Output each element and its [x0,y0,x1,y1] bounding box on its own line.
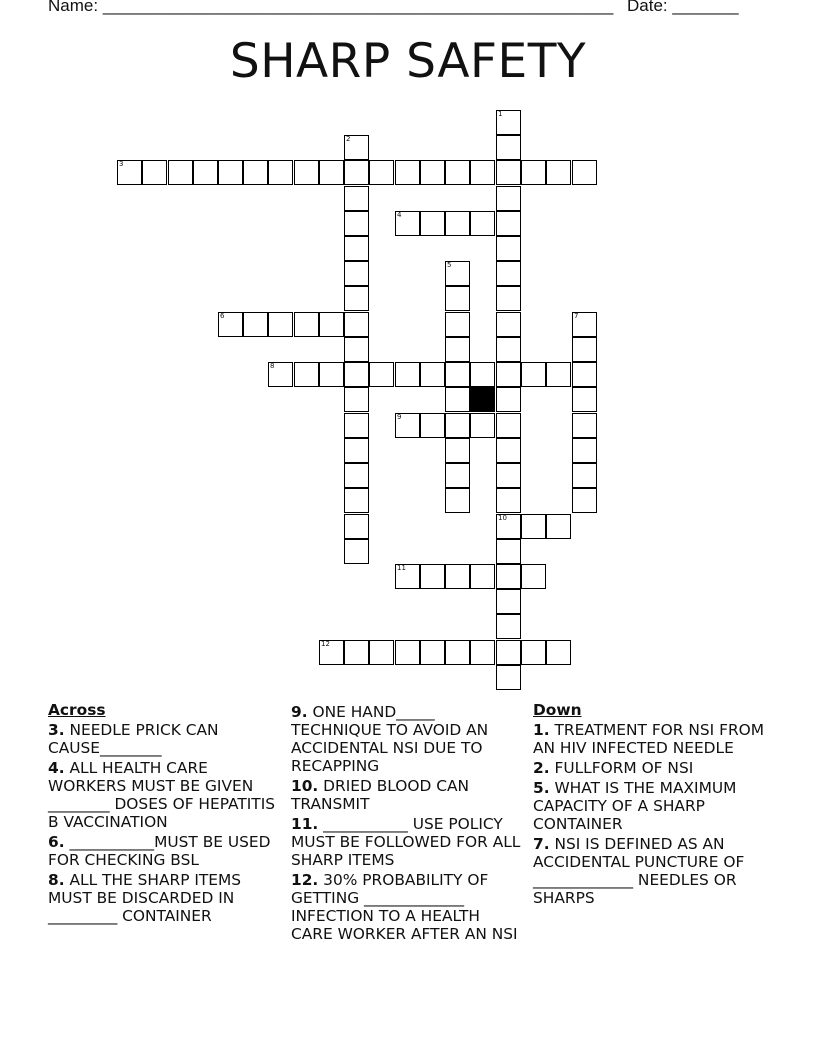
clue-number: 5. [533,779,550,797]
grid-cell[interactable] [496,312,521,337]
grid-cell[interactable] [445,286,470,311]
grid-cell[interactable] [470,564,495,589]
grid-cell[interactable] [445,160,470,185]
grid-cell[interactable] [496,514,521,539]
clue-across-11 [291,815,523,869]
grid-cell[interactable] [344,236,369,261]
grid-cell[interactable] [521,564,546,589]
grid-cell[interactable] [243,160,268,185]
grid-cell[interactable] [344,438,369,463]
clue-number: 3. [48,721,65,739]
grid-cell[interactable] [572,362,597,387]
grid-cell[interactable] [344,135,369,160]
grid-cell[interactable] [521,160,546,185]
clue-across-12 [291,871,523,943]
page-title: SHARP SAFETY [229,34,587,89]
grid-cell[interactable] [445,312,470,337]
clue-text: TREATMENT FOR NSI FROM AN HIV INFECTED NEEDLE [533,721,765,757]
grid-cell[interactable] [268,362,293,387]
grid-cell[interactable] [319,160,344,185]
grid-cell[interactable] [294,160,319,185]
clue-text: ALL HEALTH CARE WORKERS MUST BE GIVEN ________ DOSES OF HEPATITIS B VACCINATION [48,759,276,831]
grid-cell[interactable] [142,160,167,185]
grid-cell[interactable] [546,640,571,665]
grid-cell[interactable] [496,413,521,438]
clue-text: DRIED BLOOD CAN TRANSMIT [291,777,470,813]
clue-text: NEEDLE PRICK CAN CAUSE________ [48,721,219,757]
grid-cell[interactable] [496,186,521,211]
grid-cell[interactable] [521,362,546,387]
grid-cell[interactable] [572,160,597,185]
grid-cell[interactable] [218,160,243,185]
grid-cell[interactable] [445,438,470,463]
grid-cell[interactable] [344,186,369,211]
grid-cell[interactable] [395,640,420,665]
clue-across-8 [48,871,280,925]
clue-number: 10. [291,777,319,795]
grid-cell[interactable] [395,211,420,236]
clue-text: ___________ USE POLICY MUST BE FOLLOWED FOR ALL SHARP ITEMS [291,815,521,869]
clue-text: FULLFORM OF NSI [554,759,694,777]
grid-cell[interactable] [294,312,319,337]
grid-cell[interactable] [496,110,521,135]
grid-cell[interactable] [445,488,470,513]
clue-number: 11. [291,815,319,833]
cell-number: 6 [220,312,225,320]
grid-cell[interactable] [572,413,597,438]
grid-cell[interactable] [445,564,470,589]
grid-cell[interactable] [395,362,420,387]
clue-number: 8. [48,871,65,889]
grid-cell[interactable] [496,589,521,614]
grid-cell[interactable] [369,640,394,665]
grid-cell[interactable] [496,211,521,236]
grid-cell[interactable] [344,413,369,438]
clue-down-2 [533,759,765,777]
grid-cell[interactable] [546,362,571,387]
grid-cell[interactable] [572,387,597,412]
clue-across-4 [48,759,280,831]
grid-cell[interactable] [496,160,521,185]
clue-number: 2. [533,759,550,777]
name-line[interactable]: ______________________________________________________ [102,0,614,15]
clue-across-6 [48,833,280,869]
grid-cell[interactable] [445,463,470,488]
grid-cell[interactable] [344,362,369,387]
black-cell [470,387,495,412]
cell-number: 7 [574,312,579,320]
grid-cell[interactable] [445,261,470,286]
date-label: Date: [627,0,668,15]
grid-cell[interactable] [445,211,470,236]
grid-cell[interactable] [168,160,193,185]
grid-cell[interactable] [470,413,495,438]
grid-cell[interactable] [193,160,218,185]
grid-cell[interactable] [420,640,445,665]
clue-across-3 [48,721,280,757]
grid-cell[interactable] [344,640,369,665]
grid-cell[interactable] [344,488,369,513]
grid-cell[interactable] [344,211,369,236]
grid-cell[interactable] [344,514,369,539]
grid-cell[interactable] [344,387,369,412]
grid-cell[interactable] [420,160,445,185]
across-clues [48,701,280,927]
clue-down-5 [533,779,765,833]
cell-number: 9 [397,413,402,421]
down-heading: Down [533,701,582,719]
grid-cell[interactable] [268,160,293,185]
grid-cell[interactable] [319,640,344,665]
grid-cell[interactable] [218,312,243,337]
clue-across-9 [291,703,523,775]
clue-number: 12. [291,871,319,889]
grid-cell[interactable] [521,514,546,539]
grid-cell[interactable] [496,665,521,690]
clue-text: ALL THE SHARP ITEMS MUST BE DISCARDED IN _________ CONTAINER [48,871,242,925]
grid-cell[interactable] [572,488,597,513]
grid-cell[interactable] [546,514,571,539]
grid-cell[interactable] [117,160,142,185]
cell-number: 12 [321,640,330,648]
grid-cell[interactable] [445,640,470,665]
grid-cell[interactable] [344,261,369,286]
grid-cell[interactable] [496,640,521,665]
grid-cell[interactable] [470,211,495,236]
grid-cell[interactable] [470,362,495,387]
clue-text: ONE HAND_____ TECHNIQUE TO AVOID AN ACCIDENTAL NSI DUE TO RECAPPING [291,703,489,775]
grid-cell[interactable] [344,312,369,337]
cell-number: 2 [346,135,351,143]
grid-cell[interactable] [369,160,394,185]
grid-cell[interactable] [496,362,521,387]
cell-number: 3 [119,160,124,168]
grid-cell[interactable] [496,614,521,639]
grid-cell[interactable] [420,564,445,589]
name-label: Name: [48,0,99,15]
grid-cell[interactable] [319,312,344,337]
clue-text: 30% PROBABILITY OF GETTING _____________ INFECTION TO A HEALTH CARE WORKER AFTER AN NSI [291,871,518,943]
grid-cell[interactable] [445,337,470,362]
grid-cell[interactable] [496,539,521,564]
grid-cell[interactable] [470,160,495,185]
clue-text: ___________MUST BE USED FOR CHECKING BSL [48,833,271,869]
grid-cell[interactable] [496,135,521,160]
grid-cell[interactable] [294,362,319,387]
grid-cell[interactable] [395,564,420,589]
clue-number: 6. [48,833,65,851]
clue-number: 7. [533,835,550,853]
grid-cell[interactable] [496,488,521,513]
grid-cell[interactable] [344,463,369,488]
grid-cell[interactable] [344,539,369,564]
grid-cell[interactable] [319,362,344,387]
cell-number: 1 [498,110,503,118]
grid-cell[interactable] [496,236,521,261]
grid-cell[interactable] [496,564,521,589]
cell-number: 4 [397,211,402,219]
grid-cell[interactable] [344,337,369,362]
grid-cell[interactable] [344,286,369,311]
clue-across-10 [291,777,523,813]
cell-number: 10 [498,514,507,522]
grid-cell[interactable] [572,312,597,337]
grid-cell[interactable] [369,362,394,387]
across-heading: Across [48,701,106,719]
grid-cell[interactable] [496,438,521,463]
grid-cell[interactable] [344,160,369,185]
clue-number: 9. [291,703,308,721]
clue-text: NSI IS DEFINED AS AN ACCIDENTAL PUNCTURE OF _____________ NEEDLES OR SHARPS [533,835,745,907]
grid-cell[interactable] [521,640,546,665]
grid-cell[interactable] [445,362,470,387]
grid-cell[interactable] [496,286,521,311]
grid-cell[interactable] [496,337,521,362]
cell-number: 11 [397,564,406,572]
grid-cell[interactable] [243,312,268,337]
grid-cell[interactable] [572,438,597,463]
grid-cell[interactable] [572,463,597,488]
grid-cell[interactable] [268,312,293,337]
grid-cell[interactable] [572,337,597,362]
grid-cell[interactable] [496,463,521,488]
clue-number: 4. [48,759,65,777]
grid-cell[interactable] [445,413,470,438]
grid-cell[interactable] [395,160,420,185]
grid-cell[interactable] [496,261,521,286]
grid-cell[interactable] [445,387,470,412]
clue-number: 1. [533,721,550,739]
grid-cell[interactable] [420,362,445,387]
grid-cell[interactable] [395,413,420,438]
cell-number: 5 [447,261,452,269]
grid-cell[interactable] [470,640,495,665]
grid-cell[interactable] [420,211,445,236]
across-clues-continued [291,703,523,945]
cell-number: 8 [270,362,275,370]
clue-text: WHAT IS THE MAXIMUM CAPACITY OF A SHARP CONTAINER [533,779,737,833]
grid-cell[interactable] [496,387,521,412]
clue-down-1 [533,721,765,757]
clue-down-7 [533,835,765,907]
date-line[interactable]: _______ [672,0,739,15]
grid-cell[interactable] [546,160,571,185]
down-clues [533,701,765,909]
grid-cell[interactable] [420,413,445,438]
